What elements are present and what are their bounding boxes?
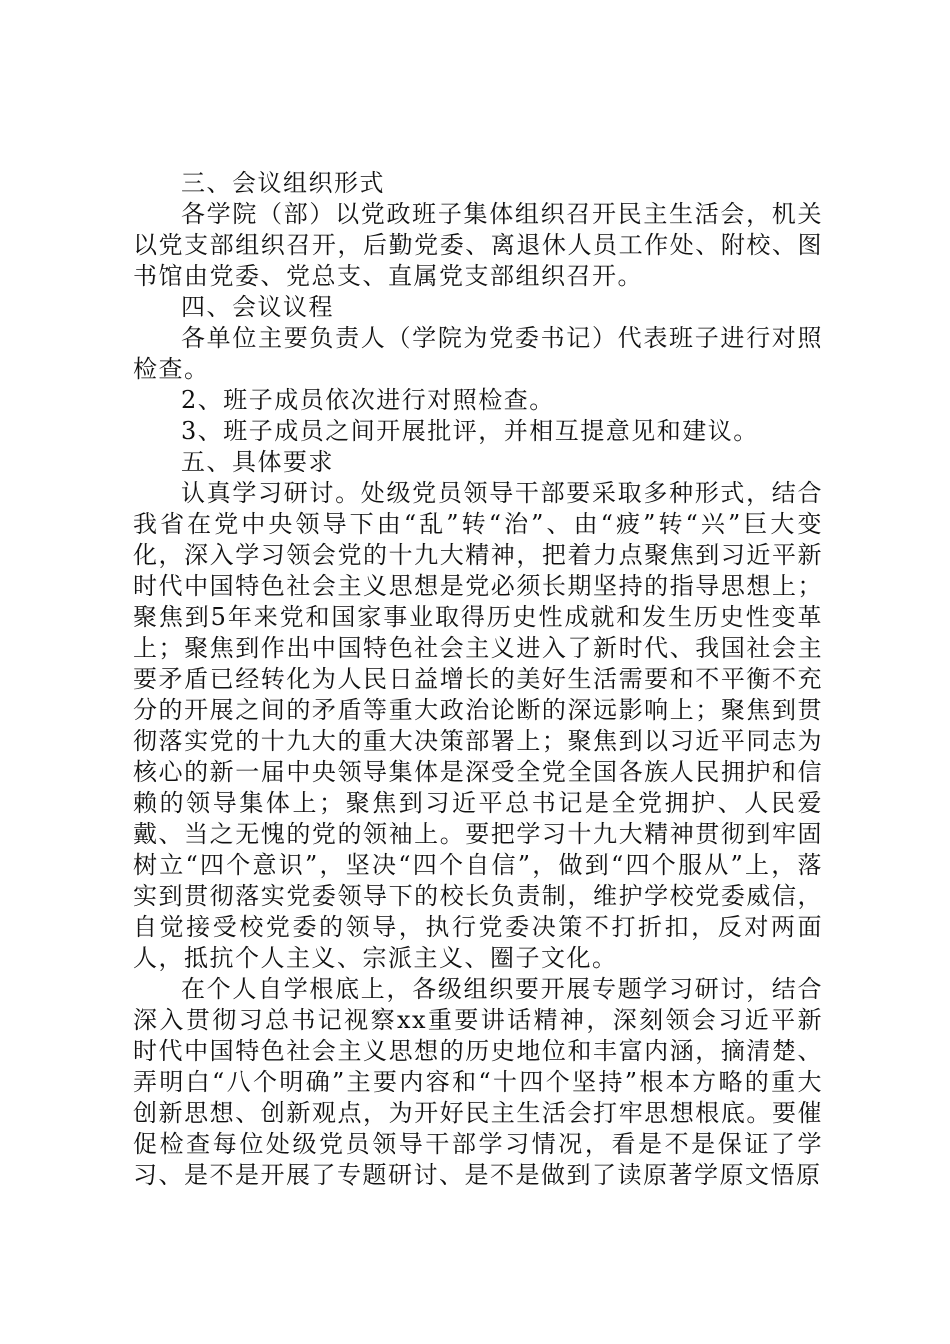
heading-meeting-agenda: 四、会议议程	[181, 293, 334, 321]
agenda-item-2: 2、班子成员依次进行对照检查。	[181, 386, 555, 414]
agenda-item-3: 3、班子成员之间开展批评，并相互提意见和建议。	[181, 417, 759, 445]
document-body	[133, 168, 823, 1191]
paragraph-meeting-format: 各学院（部）以党政班子集体组织召开民主生活会，机关以党支部组织召开，后勤党委、离退休人员工作处、附校、图书馆由党委、党总支、直属党支部组织召开。	[133, 200, 823, 290]
agenda-item-1: 各单位主要负责人（学院为党委书记）代表班子进行对照检查。	[133, 324, 823, 383]
paragraph-self-study: 在个人自学根底上，各级组织要开展专题学习研讨，结合深入贯彻习总书记视察xx重要讲话精神，深刻领会习近平新时代中国特色社会主义思想的历史地位和丰富内涵，摘清楚、弄明白“八个明确”主要内容和“十四个坚持”根本方略的重大创新思想、创新观点，为开好民主生活会打牢思想根底。要催促检查每位处级党员领导干部学习情况，看是不是保证了学习、是不是开展了专题研讨、是不是做到了读原著学原文悟原	[133, 975, 823, 1189]
heading-meeting-format: 三、会议组织形式	[181, 169, 385, 197]
paragraph-study-research: 认真学习研讨。处级党员领导干部要采取多种形式，结合我省在党中央领导下由“乱”转“治”、由“疲”转“兴”巨大变化，深入学习领会党的十九大精神，把着力点聚焦到习近平新时代中国特色社会主义思想是党必须长期坚持的指导思想上；聚焦到5年来党和国家事业取得历史性成就和发生历史性变革上；聚焦到作出中国特色社会主义进入了新时代、我国社会主要矛盾已经转化为人民日益增长的美好生活需要和不平衡不充分的开展之间的矛盾等重大政治论断的深远影响上；聚焦到贯彻落实党的十九大的重大决策部署上；聚焦到以习近平同志为核心的新一届中央领导集体是深受全党全国各族人民拥护和信赖的领导集体上；聚焦到习近平总书记是全党拥护、人民爱戴、当之无愧的党的领袖上。要把学习十九大精神贯彻到牢固树立“四个意识”，坚决“四个自信”，做到“四个服从”上，落实到贯彻落实党委领导下的校长负责制，维护学校党委威信，自觉接受校党委的领导，执行党委决策不打折扣，反对两面人，抵抗个人主义、宗派主义、圈子文化。	[133, 479, 823, 972]
heading-requirements: 五、具体要求	[181, 448, 334, 476]
